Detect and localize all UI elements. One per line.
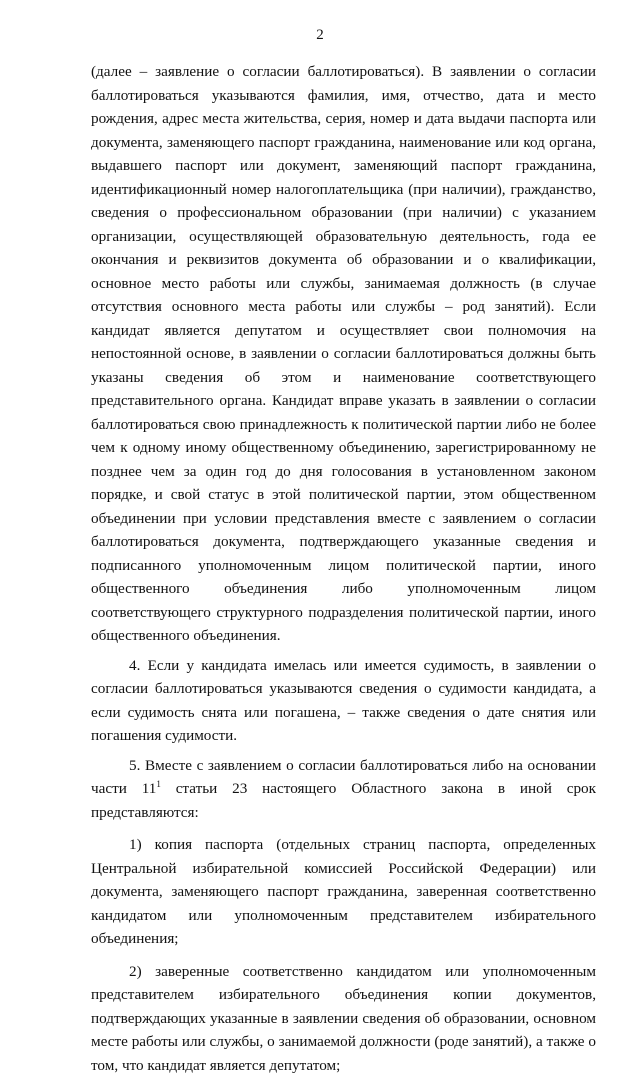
superscript-index: 1 (156, 779, 161, 789)
page-number: 2 (0, 26, 640, 44)
paragraph-item-4-conviction: 4. Если у кандидата имелась или имеется судимость, в заявлении о согласии баллотироваться указываются сведения о судимости кандидата, а если судимость снята или погашена, – также сведения о дате снятия или погашения судимости. (91, 654, 596, 748)
paragraph-item-5-documents (91, 754, 596, 825)
paragraph-subitem-1-passport: 1) копия паспорта (отдельных страниц паспорта, определенных Центральной избирательной комиссией Российской Федерации) или документа, заменяющего паспорт гражданина, заверенная соответственно кандидатом или уполномоченным представителем избирательного объединения; (91, 833, 596, 951)
paragraph-item-5-text-end: статьи 23 настоящего Областного закона в иной срок представляются: (91, 780, 596, 821)
paragraph-application-contents: (далее – заявление о согласии баллотироваться). В заявлении о согласии баллотироваться указываются фамилия, имя, отчество, дата и место рождения, адрес места жительства, серия, номер и дата выдачи паспорта или документа, заменяющего паспорт гражданина, наименование или код органа, выдавшего паспорт или документ, заменяющий паспорт гражданина, идентификационный номер налогоплательщика (при наличии), гражданство, сведения о профессиональном образовании (при наличии) с указанием организации, осуществляющей образовательную деятельность, года ее окончания и реквизитов документа об образовании и о квалификации, основное место работы или службы, занимаемая должность (в случае отсутствия основного места работы или службы – род занятий). Если кандидат является депутатом и осуществляет свои полномочия на непостоянной основе, в заявлении о согласии баллотироваться должны быть указаны сведения об этом и наименование соответствующего представительного органа. Кандидат вправе указать в заявлении о согласии баллотироваться свою принадлежность к политической партии либо не более чем к одному иному общественному объединению, зарегистрированному не позднее чем за один год до дня голосования в установленном законом порядке, и свой статус в этой политической партии, этом общественном объединении при условии представления вместе с заявлением о согласии баллотироваться документа, подтверждающего указанные сведения и подписанного уполномоченным лицом политической партии, иного общественного объединения либо уполномоченным лицом соответствующего структурного подразделения политической партии, иного общественного объединения. (91, 60, 596, 648)
paragraph-subitem-2-copies: 2) заверенные соответственно кандидатом или уполномоченным представителем избирательного объединения копии документов, подтверждающих указанные в заявлении сведения об образовании, основном месте работы или службы, о занимаемой должности (роде занятий), а также о том, что кандидат является депутатом; (91, 960, 596, 1077)
document-body (91, 60, 596, 1077)
paragraph-item-5-text-start: 5. Вместе с заявлением о согласии баллотироваться либо на основании части 11 (91, 757, 596, 798)
